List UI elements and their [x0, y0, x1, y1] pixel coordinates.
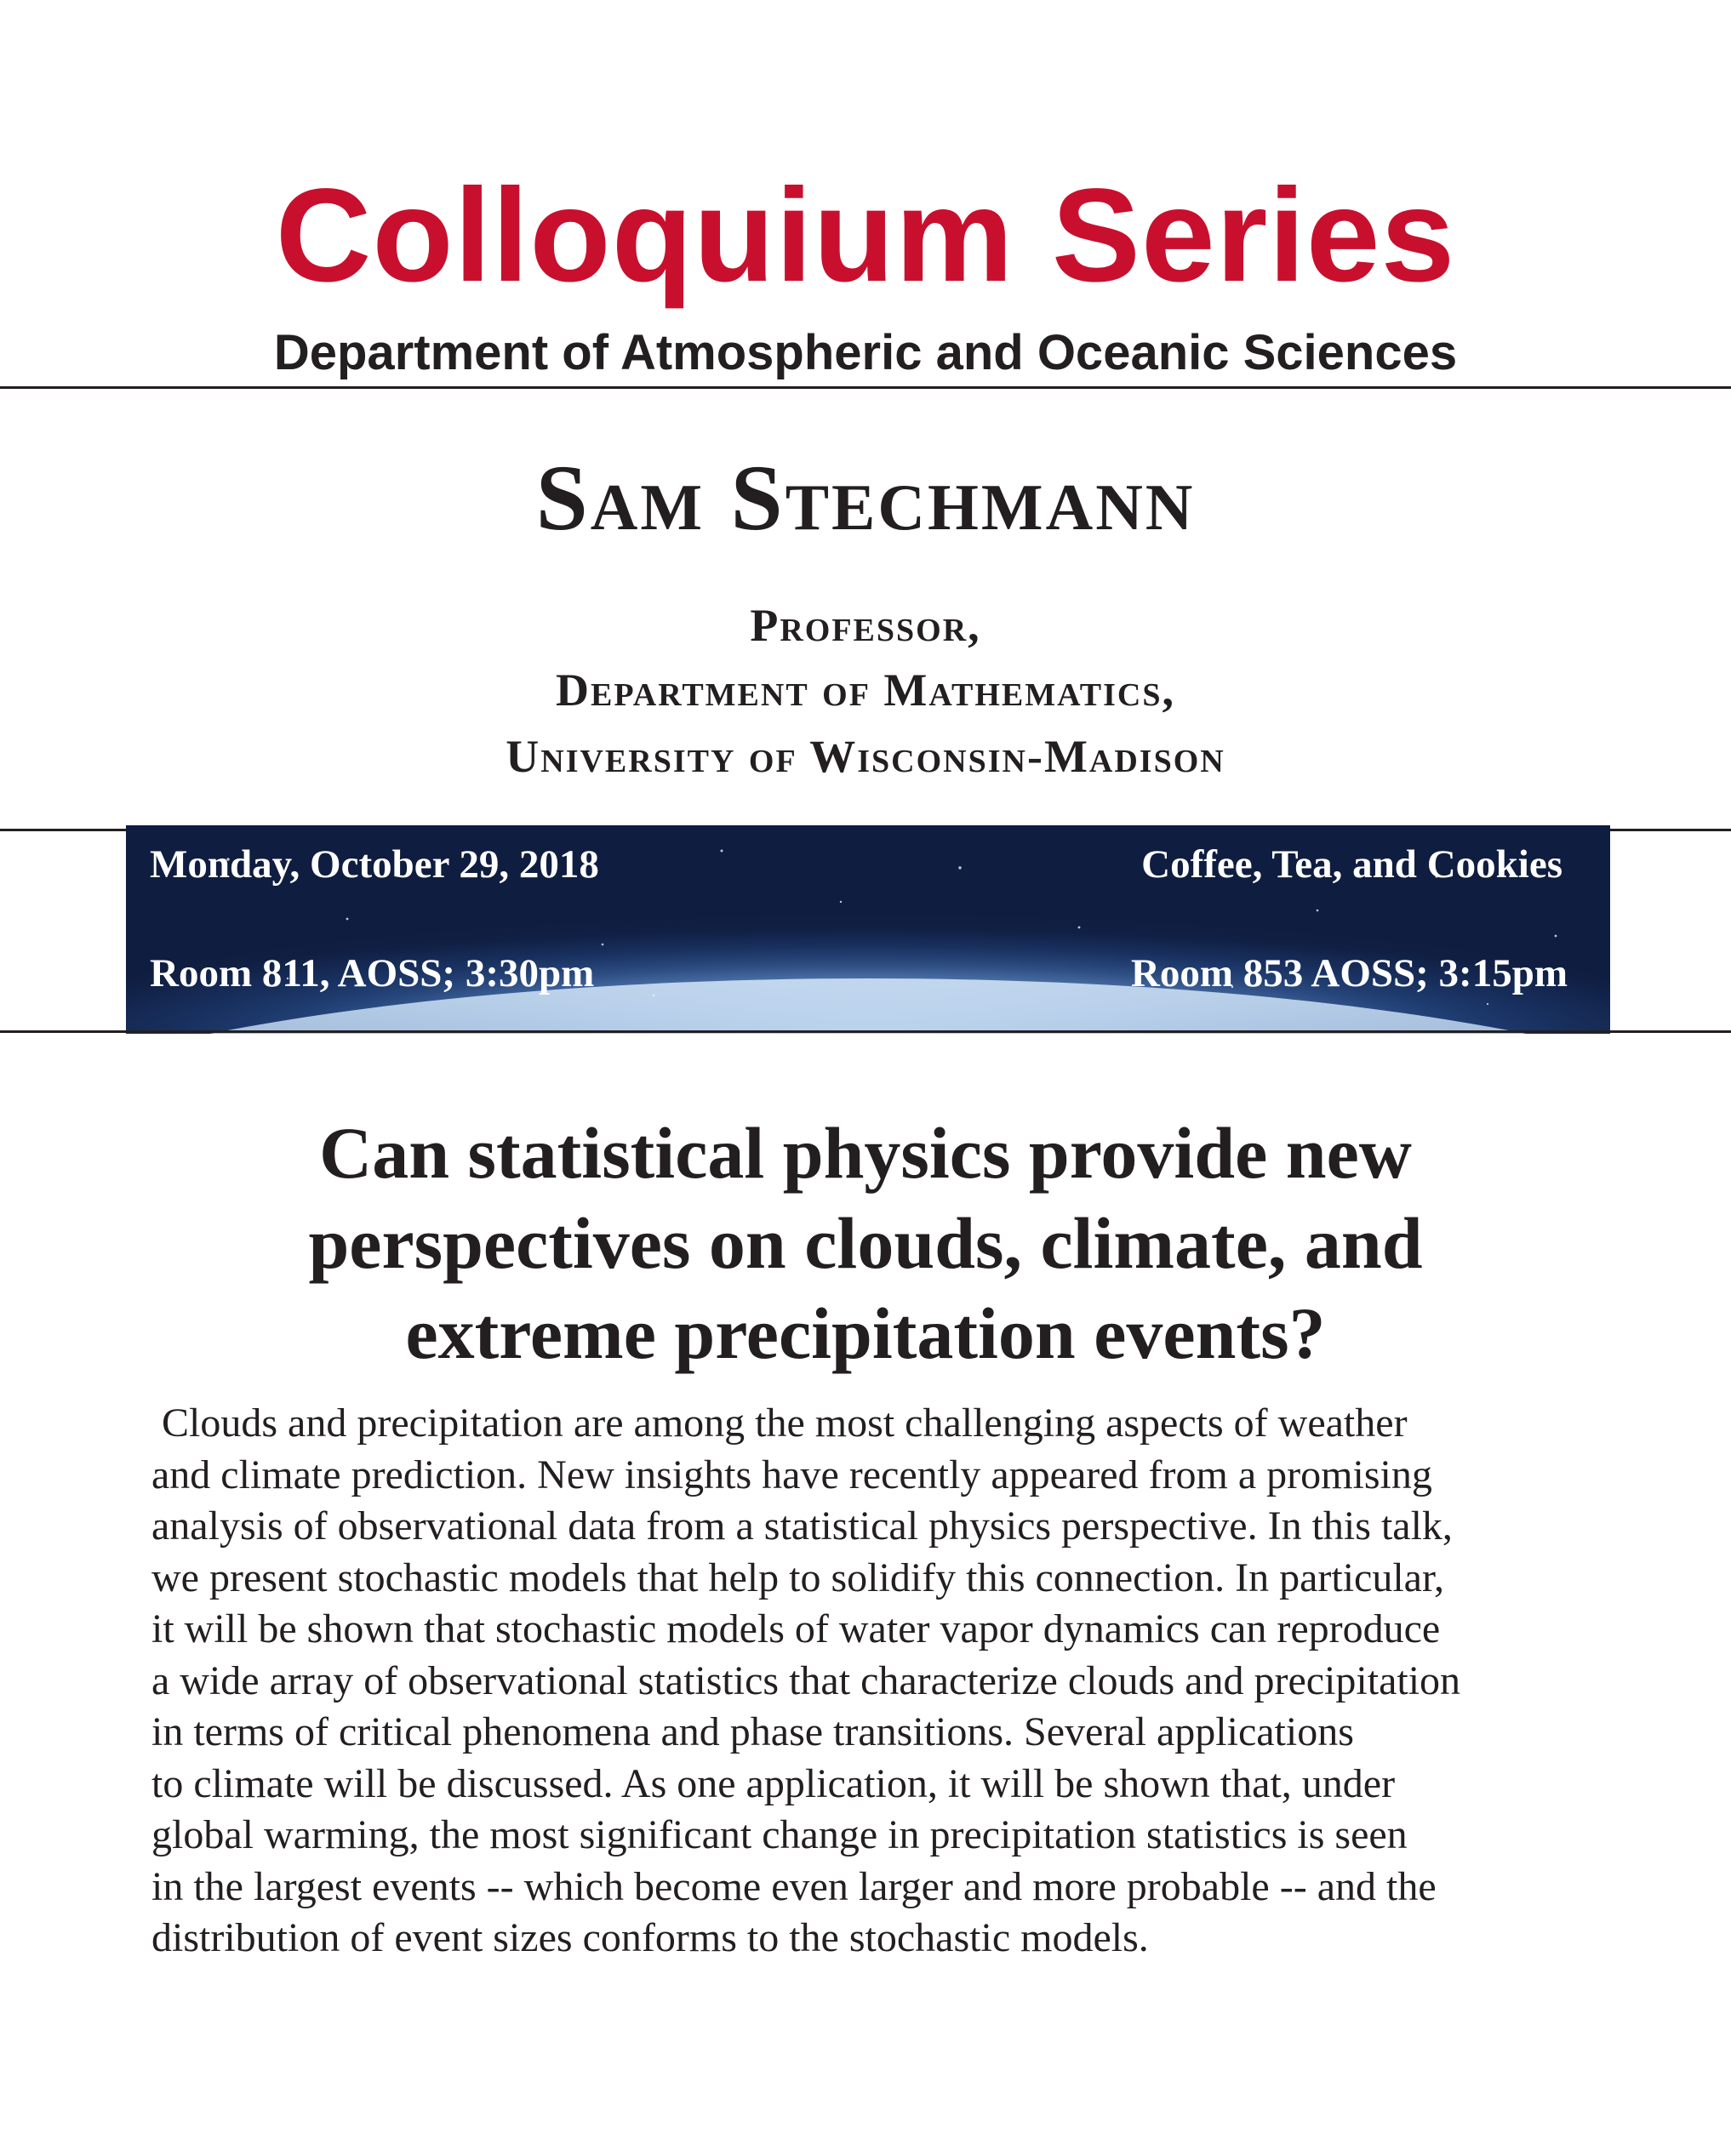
series-title: Colloquium Series	[275, 162, 1456, 310]
divider-rule-banner-bottom	[0, 1030, 1731, 1033]
speaker-university: University of Wisconsin-Madison	[506, 731, 1225, 782]
abstract-line: it will be shown that stochastic models of water vapor dynamics can reproduce	[151, 1606, 1441, 1651]
abstract-line: analysis of observational data from a statistical physics perspective. In this talk,	[151, 1503, 1453, 1549]
event-date: Monday, October 29, 2018	[150, 842, 599, 887]
event-location: Room 811, AOSS; 3:30pm	[150, 951, 595, 995]
department-subtitle: Department of Atmospheric and Oceanic Sciences	[273, 325, 1458, 380]
speaker-title: Professor,	[750, 600, 981, 651]
abstract-line: we present stochastic models that help to solidify this connection. In particular,	[151, 1554, 1445, 1600]
abstract-line: Clouds and precipitation are among the most challenging aspects of weather	[151, 1400, 1408, 1446]
abstract-line: in the largest events -- which become even larger and more probable -- and the	[151, 1863, 1437, 1909]
event-info-banner	[126, 825, 1610, 1034]
refreshments-location: Room 853 AOSS; 3:15pm	[1130, 951, 1568, 995]
abstract-line: to climate will be discussed. As one application, it will be shown that, under	[151, 1760, 1396, 1806]
talk-title-line: extreme precipitation events?	[405, 1292, 1326, 1374]
abstract-line: distribution of event sizes conforms to the stochastic models.	[151, 1915, 1149, 1960]
talk-title-line: perspectives on clouds, climate, and	[308, 1202, 1423, 1284]
abstract-line: global warming, the most significant change in precipitation statistics is seen	[151, 1812, 1408, 1857]
abstract-line: in terms of critical phenomena and phase transitions. Several applications	[151, 1709, 1354, 1754]
talk-title-line: Can statistical physics provide new	[319, 1112, 1412, 1194]
talk-abstract	[151, 1398, 1615, 1965]
speaker-name: Sam Stechmann	[535, 446, 1196, 550]
divider-rule-top	[0, 386, 1731, 389]
refreshments: Coffee, Tea, and Cookies	[1141, 842, 1562, 887]
abstract-line: a wide array of observational statistics that characterize clouds and precipitation	[151, 1657, 1461, 1703]
speaker-department: Department of Mathematics,	[556, 664, 1175, 716]
talk-title	[0, 1108, 1731, 1378]
abstract-line: and climate prediction. New insights have recently appeared from a promising	[151, 1452, 1432, 1497]
